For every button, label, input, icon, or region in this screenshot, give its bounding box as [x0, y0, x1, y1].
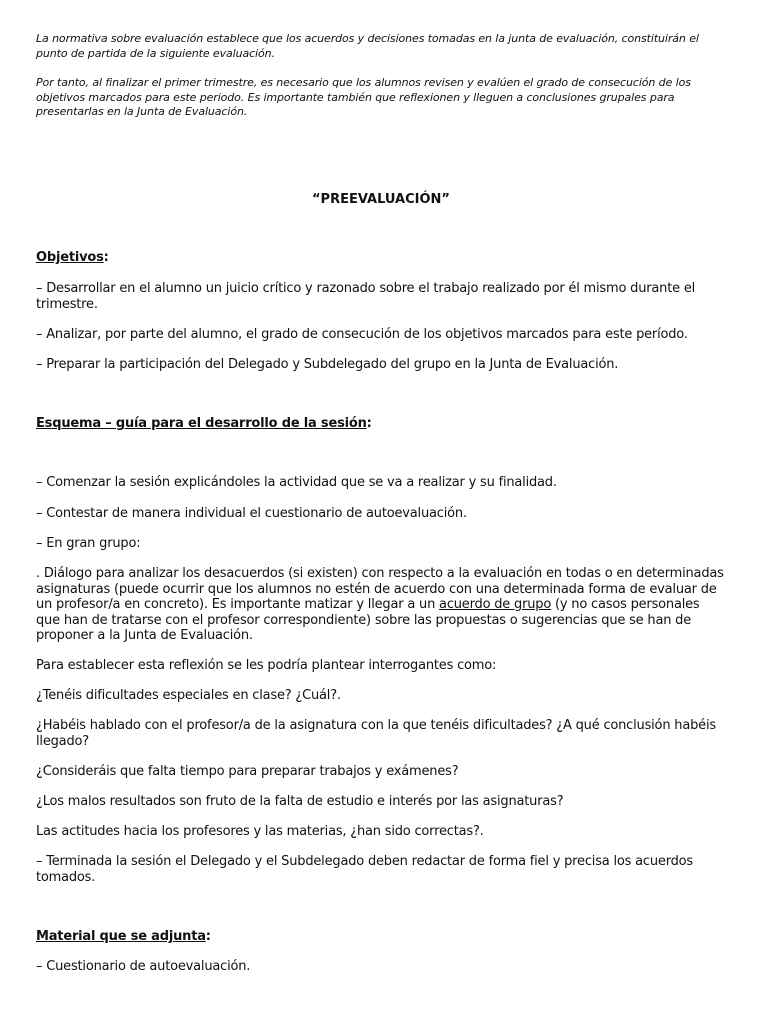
objetivos-heading-text: Objetivos: [36, 250, 104, 265]
dialogo-paragraph: [36, 566, 726, 644]
question-5-block: [36, 824, 726, 840]
esquema-step-3-block: [36, 536, 726, 552]
material-item-block: [36, 959, 726, 975]
esquema-final-step: – Terminada la sesión el Delegado y el Subdelegado deben redactar de forma fiel y precisa los acuerdos tomados.: [36, 854, 693, 885]
reflexion-paragraph: Para establecer esta reflexión se les podría plantear interrogantes como:: [36, 658, 497, 673]
question-1-block: [36, 688, 726, 704]
esquema-final-block: [36, 854, 726, 885]
intro-section: [36, 32, 726, 120]
objetivos-heading-colon: :: [103, 250, 109, 265]
esquema-step-2: – Contestar de manera individual el cuestionario de autoevaluación.: [36, 506, 467, 521]
material-heading-colon: :: [205, 929, 211, 944]
question-5: Las actitudes hacia los profesores y las materias, ¿han sido correctas?.: [36, 824, 484, 839]
esquema-heading-text: Esquema – guía para el desarrollo de la sesión: [36, 416, 367, 431]
dialogo-paragraph-block: [36, 566, 726, 644]
objetivo-item-3: – Preparar la participación del Delegado y Subdelegado del grupo en la Junta de Evaluación.: [36, 357, 619, 372]
question-1: ¿Tenéis dificultades especiales en clase? ¿Cuál?.: [36, 688, 341, 703]
question-2: ¿Habéis hablado con el profesor/a de la asignatura con la que tenéis dificultades? ¿A qué conclusión habéis llegado?: [36, 718, 716, 749]
objetivos-heading-block: [36, 250, 726, 266]
question-3-block: [36, 764, 726, 780]
intro-paragraph-2: Por tanto, al finalizar el primer trimestre, es necesario que los alumnos revisen y evalúen el grado de consecución de los objetivos marcados para este periodo. Es importante también que reflexionen y lleguen a conclusiones grupales para presentarlas en la Junta de Evaluación.: [36, 76, 691, 118]
objetivos-heading: [36, 250, 726, 266]
objetivo-item-2-block: [36, 327, 726, 343]
question-3: ¿Consideráis que falta tiempo para preparar trabajos y exámenes?: [36, 764, 459, 779]
question-4: ¿Los malos resultados son fruto de la falta de estudio e interés por las asignaturas?: [36, 794, 564, 809]
reflexion-block: [36, 658, 726, 674]
dialogo-text-a: . Diálogo para analizar los desacuerdos (si existen) con respecto a la evaluación en todas o en determinadas asignaturas (puede ocurrir que los alumnos no estén de acuerdo con una determinada forma de evaluar de un profesor/a en concreto). Es importante matizar y llegar a un: [36, 566, 724, 612]
esquema-heading-colon: :: [366, 416, 372, 431]
acuerdo-de-grupo-text: acuerdo de grupo: [439, 597, 552, 612]
question-4-block: [36, 794, 726, 810]
dialogo-text-b: (y no casos personales que han de tratarse con el profesor correspondiente) sobre las propuestas o sugerencias que se han de proponer a la Junta de Evaluación.: [36, 597, 700, 643]
esquema-heading-block: [36, 416, 726, 432]
material-heading: [36, 929, 726, 945]
objetivo-item-3-block: [36, 357, 726, 373]
document-title: “PREEVALUACIÓN”: [312, 192, 450, 207]
material-heading-text: Material que se adjunta: [36, 929, 206, 944]
esquema-step-3: – En gran grupo:: [36, 536, 141, 551]
esquema-step-1-block: [36, 475, 726, 491]
intro-paragraph-1: La normativa sobre evaluación establece que los acuerdos y decisiones tomadas en la junta de evaluación, constituirán el punto de partida de la siguiente evaluación.: [36, 32, 699, 60]
material-heading-block: [36, 929, 726, 945]
esquema-step-1: – Comenzar la sesión explicándoles la actividad que se va a realizar y su finalidad.: [36, 475, 557, 490]
esquema-heading: [36, 416, 726, 432]
document-page: [36, 32, 726, 974]
objetivo-item-1-block: [36, 281, 726, 312]
objetivo-item-1: – Desarrollar en el alumno un juicio crítico y razonado sobre el trabajo realizado por él mismo durante el trimestre.: [36, 281, 696, 312]
question-2-block: [36, 718, 726, 749]
material-item: – Cuestionario de autoevaluación.: [36, 959, 251, 974]
esquema-step-2-block: [36, 506, 726, 522]
objetivo-item-2: – Analizar, por parte del alumno, el grado de consecución de los objetivos marcados para este período.: [36, 327, 688, 342]
